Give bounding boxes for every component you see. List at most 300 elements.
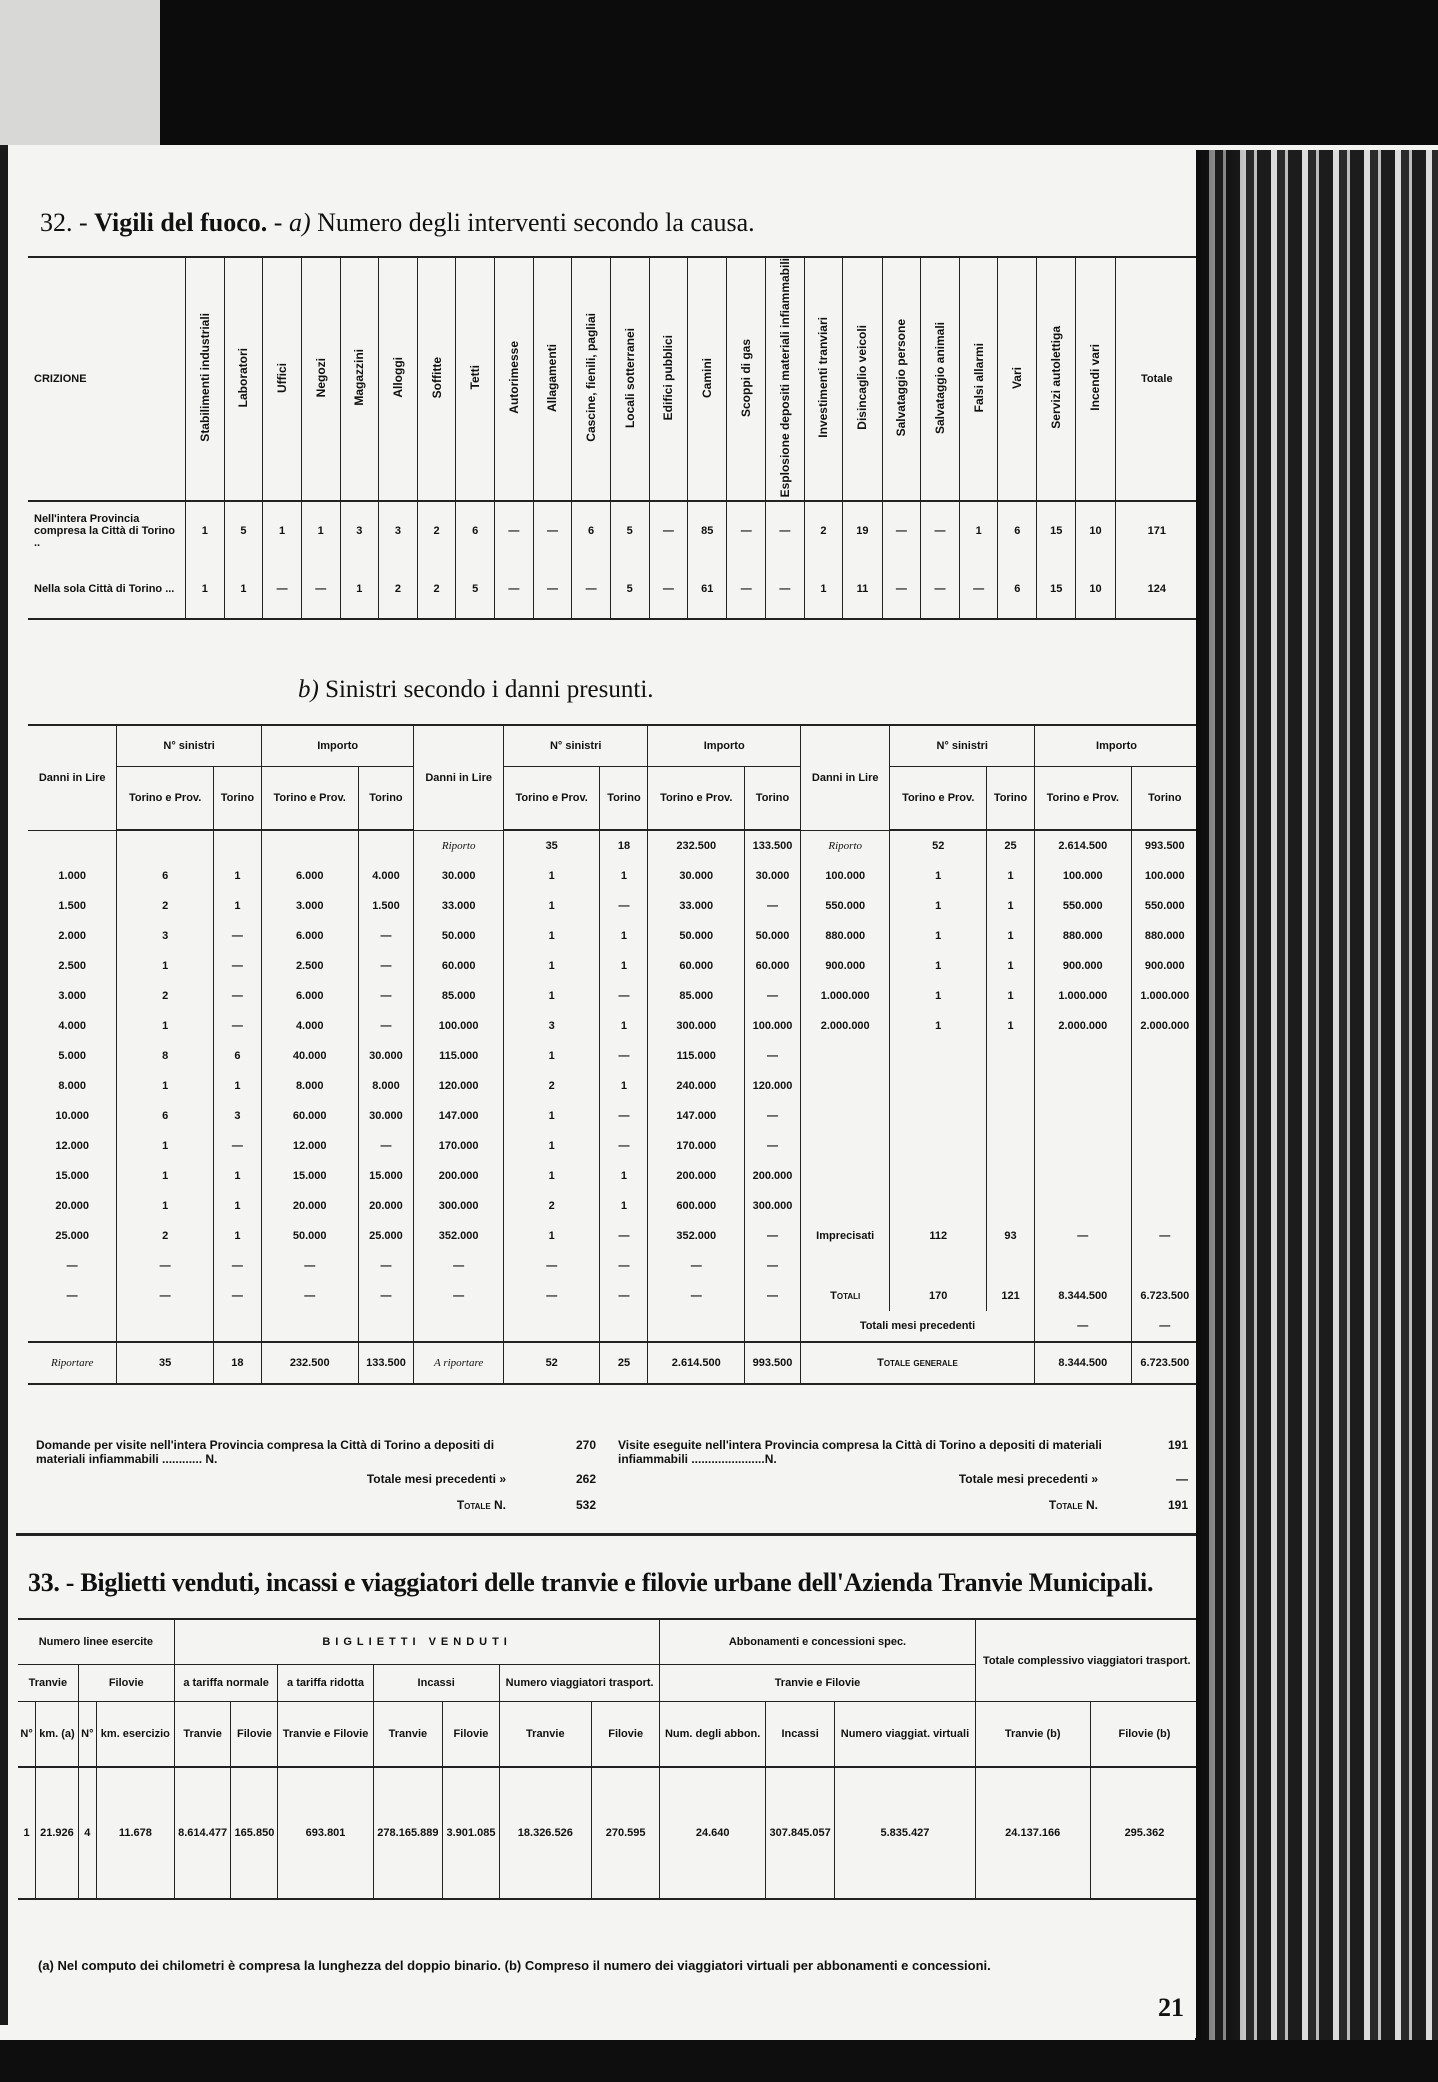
cell-value: 20.000 (358, 1191, 414, 1221)
cell-value: 4.000 (261, 1011, 358, 1041)
cell-value: 6 (117, 1101, 214, 1131)
table-row (28, 1311, 1196, 1342)
damage-amount (800, 1101, 889, 1131)
cell-value: 1 (987, 921, 1035, 951)
cell-value (1131, 1041, 1196, 1071)
table-row (28, 1251, 1196, 1281)
damage-amount: Totali (800, 1281, 889, 1311)
cell-value: — (745, 1041, 801, 1071)
header-cause (1076, 257, 1115, 501)
table-row (28, 951, 1196, 981)
cell-value: 1 (890, 951, 987, 981)
cell-value: 5 (224, 501, 263, 560)
cell-value: — (358, 1251, 414, 1281)
cell-value: 1 (987, 951, 1035, 981)
cell-value: 1 (117, 1011, 214, 1041)
col-pass-trolley: Filovie (591, 1702, 660, 1768)
cell-value (987, 1071, 1035, 1101)
damage-amount: 200.000 (414, 1161, 503, 1191)
cell-value: — (213, 981, 261, 1011)
col-header-lines: Numero linee esercite (18, 1619, 174, 1665)
damage-amount: 10.000 (55, 1110, 89, 1122)
cell-value (261, 1311, 358, 1342)
damages-table (28, 724, 1196, 1385)
cell-value: 993.500 (1131, 830, 1196, 861)
cell-value: — (745, 891, 801, 921)
cell-value: 11.678 (96, 1767, 174, 1899)
damage-amount: 880.000 (800, 921, 889, 951)
table-row (28, 1071, 1196, 1101)
title-separator: - (273, 208, 283, 237)
cell-value (890, 1131, 987, 1161)
cell-value: 10 (1076, 560, 1115, 619)
col-header-tram-and-trolley: Tranvie e Filovie (660, 1665, 975, 1702)
cell-value: 2 (417, 501, 456, 560)
cell-value (358, 1311, 414, 1342)
note-total-row (618, 1492, 1188, 1518)
cell-value: — (600, 1281, 648, 1311)
cell-value: — (766, 560, 805, 619)
cell-value (890, 1191, 987, 1221)
cell-value: — (648, 1281, 745, 1311)
cell-value: 2 (417, 560, 456, 619)
cell-value: — (533, 560, 572, 619)
cell-value: — (600, 891, 648, 921)
col-header-total-passengers: Totale complessivo viaggiatori trasport. (975, 1619, 1196, 1702)
col-pass-tram: Tranvie (499, 1702, 591, 1768)
cell-value: 120.000 (745, 1071, 801, 1101)
note-prev-label: Totale mesi precedenti » (958, 1472, 1098, 1486)
col-virtual-passengers: Numero viaggiat. virtuali (835, 1702, 975, 1768)
cell-value: 1 (959, 501, 998, 560)
riporto-label: Riporto (414, 830, 503, 861)
header-cause-label: Negozi (313, 358, 328, 398)
cell-value: 300.000 (648, 1011, 745, 1041)
cell-value (28, 830, 117, 861)
cell-value (117, 830, 214, 861)
damage-amount: 5.000 (58, 1050, 86, 1062)
cell-value: 8.000 (358, 1071, 414, 1101)
damage-amount: 30.000 (414, 861, 503, 891)
cell-value (1131, 1071, 1196, 1101)
cell-value: 8.614.477 (174, 1767, 231, 1899)
cell-value: 2.614.500 (648, 1342, 745, 1384)
header-claims: N° sinistri (117, 725, 262, 767)
cell-value: 1 (503, 951, 600, 981)
note-line (618, 1438, 1188, 1466)
cell-value: — (572, 560, 611, 619)
cell-value (1035, 1161, 1132, 1191)
cell-value: — (503, 1251, 600, 1281)
cell-value: — (213, 951, 261, 981)
cell-value: 1 (600, 1161, 648, 1191)
note-text: Domande per visite nell'intera Provincia compresa la Città di Torino a depositi di materiali infiammabili ............ N. (36, 1438, 495, 1466)
cell-value: 2.500 (261, 951, 358, 981)
col-n-trolley: N° (78, 1702, 96, 1768)
col-n-tram: N° (18, 1702, 36, 1768)
header-cause (727, 257, 766, 501)
header-cause-label: Esplosione depositi materiali infiammabili (777, 258, 792, 498)
cell-value: 1 (213, 1221, 261, 1251)
header-cause-label: Salvataggio animali (933, 321, 947, 434)
cell-value (117, 1311, 214, 1342)
cell-value: 30.000 (745, 861, 801, 891)
header-cause (649, 257, 688, 501)
cell-value: 100.000 (745, 1011, 801, 1041)
cell-value: 30.000 (648, 861, 745, 891)
header-cause (921, 257, 960, 501)
cell-value: — (1131, 1221, 1196, 1251)
header-torino-prov: Torino e Prov. (261, 767, 358, 831)
cell-value (745, 1311, 801, 1342)
inspection-visits-note (618, 1438, 1188, 1518)
cell-value: 232.500 (648, 830, 745, 861)
cell-value: 61 (688, 560, 727, 619)
cell-value: 5 (456, 560, 495, 619)
cell-value: 1 (600, 1071, 648, 1101)
table-row (28, 921, 1196, 951)
cell-value: — (649, 560, 688, 619)
cell-value: 2 (503, 1191, 600, 1221)
cell-value: — (882, 560, 921, 619)
cell-value: 352.000 (648, 1221, 745, 1251)
cell-value: — (745, 1131, 801, 1161)
cell-value: 2 (117, 891, 214, 921)
damage-amount: 100.000 (800, 861, 889, 891)
damage-amount: 15.000 (55, 1170, 89, 1182)
note-total-value: 532 (575, 1498, 596, 1512)
cell-value: — (261, 1251, 358, 1281)
col-receipts-trolley: Filovie (443, 1702, 500, 1768)
header-cause-label: Servizi autolettiga (1049, 326, 1064, 430)
header-cause-label: Vari (1010, 366, 1025, 389)
cell-value: 1 (600, 1191, 648, 1221)
cell-value: — (263, 560, 302, 619)
cell-value: — (600, 1131, 648, 1161)
header-cause (186, 257, 225, 501)
cell-value: 270.595 (591, 1767, 660, 1899)
damage-amount: 60.000 (414, 951, 503, 981)
damage-amount: 352.000 (414, 1221, 503, 1251)
damage-amount: 85.000 (414, 981, 503, 1011)
cell-value: 93 (987, 1221, 1035, 1251)
cell-value: — (261, 1281, 358, 1311)
table-row (28, 1161, 1196, 1191)
header-cause-label: Laboratori (236, 348, 251, 408)
damage-amount: — (66, 1290, 78, 1302)
note-total-label: Totale N. (456, 1498, 506, 1512)
cell-value: 1 (186, 560, 225, 619)
section-divider (16, 1533, 1196, 1536)
cell-value: 6.000 (261, 861, 358, 891)
inspection-requests-note (36, 1438, 596, 1518)
cell-value: 6.723.500 (1131, 1281, 1196, 1311)
header-cause-label: Incendi vari (1088, 344, 1103, 412)
header-cause (224, 257, 263, 501)
cell-value: 6.000 (261, 921, 358, 951)
cell-value (1035, 1041, 1132, 1071)
riporto-label: Riporto (800, 830, 889, 861)
table-row (28, 891, 1196, 921)
header-cause (610, 257, 649, 501)
cell-value (213, 830, 261, 861)
cell-value (987, 1161, 1035, 1191)
damage-amount (800, 1041, 889, 1071)
riportare-label: Riportare (28, 1342, 117, 1384)
cell-value: 50.000 (745, 921, 801, 951)
cell-value: — (600, 1251, 648, 1281)
cell-value (1035, 1101, 1132, 1131)
header-torino-prov: Torino e Prov. (503, 767, 600, 831)
cell-value: 6.000 (261, 981, 358, 1011)
header-cause-label: Investimenti tranviari (816, 317, 831, 439)
header-cause (340, 257, 379, 501)
cell-value: — (495, 501, 534, 560)
interventions-by-cause-table (28, 256, 1196, 620)
cell-value: 3 (117, 921, 214, 951)
header-cause-label: Disincaglio veicoli (855, 325, 870, 431)
cell-value: — (358, 921, 414, 951)
cell-value: 1 (600, 1011, 648, 1041)
cell-value: 1 (600, 951, 648, 981)
cell-value: 24.640 (660, 1767, 765, 1899)
cell-value: 20.000 (261, 1191, 358, 1221)
cell-value: 2.000.000 (1035, 1011, 1132, 1041)
cell-value: 18 (600, 830, 648, 861)
cell-value: — (1131, 1311, 1196, 1342)
cell-value: 2.614.500 (1035, 830, 1132, 861)
note-prev-row (618, 1466, 1188, 1492)
cell-value (1131, 1191, 1196, 1221)
damage-amount: 4.000 (58, 1020, 86, 1032)
cell-value: 4 (78, 1767, 96, 1899)
cell-value: 1 (117, 1071, 214, 1101)
cell-value (890, 1161, 987, 1191)
cell-value: 1 (503, 981, 600, 1011)
damage-amount (800, 1251, 889, 1281)
note-total-row (36, 1492, 596, 1518)
cell-value: 115.000 (648, 1041, 745, 1071)
cell-value: 30.000 (358, 1101, 414, 1131)
note-prev-value: 262 (575, 1472, 596, 1486)
cell-value: 307.845.057 (765, 1767, 835, 1899)
section-32-title (40, 208, 755, 238)
header-cause-label: Stabilimenti industriali (197, 313, 212, 443)
header-torino: Torino (358, 767, 414, 831)
header-amount: Importo (1035, 725, 1197, 767)
cell-value: 18 (213, 1342, 261, 1384)
cell-value: 1 (503, 861, 600, 891)
col-header-passengers: Numero viaggiatori trasport. (499, 1665, 660, 1702)
damage-amount: Imprecisati (800, 1221, 889, 1251)
damage-amount: 1.500 (58, 900, 86, 912)
cell-value: 1 (987, 891, 1035, 921)
cell-value: 1 (804, 560, 843, 619)
subsection-title: Sinistri secondo i danni presunti. (325, 676, 654, 703)
cell-value: 60.000 (648, 951, 745, 981)
cell-value: 24.137.166 (975, 1767, 1090, 1899)
damage-amount: 8.000 (58, 1080, 86, 1092)
header-cause (766, 257, 805, 501)
cell-value: 6 (213, 1041, 261, 1071)
table-row (28, 501, 1196, 560)
cell-value: 6 (998, 560, 1037, 619)
cell-value (213, 1311, 261, 1342)
cell-value: 15.000 (261, 1161, 358, 1191)
cell-value: 52 (890, 830, 987, 861)
cell-value: 1.500 (358, 891, 414, 921)
cell-value: 2 (503, 1071, 600, 1101)
cell-value: — (495, 560, 534, 619)
header-cause (456, 257, 495, 501)
cell-value: 693.801 (278, 1767, 373, 1899)
cell-value: 3 (213, 1101, 261, 1131)
cell-value: 8 (117, 1041, 214, 1071)
cell-value (1035, 1071, 1132, 1101)
section-heading: Vigili del fuoco. (94, 208, 268, 237)
damage-amount (800, 1071, 889, 1101)
header-cause (1037, 257, 1076, 501)
cell-value: 165.850 (231, 1767, 278, 1899)
cell-value: — (213, 1011, 261, 1041)
cell-value: 2 (117, 981, 214, 1011)
damage-amount: 550.000 (800, 891, 889, 921)
cell-value: — (745, 1221, 801, 1251)
page-gutter-shadow (1195, 150, 1255, 2082)
table-row (28, 1191, 1196, 1221)
cell-value: 1 (301, 501, 340, 560)
cell-value: 121 (987, 1281, 1035, 1311)
cell-value: 2.000.000 (1131, 1011, 1196, 1041)
cell-value: 1 (503, 1131, 600, 1161)
cell-value: 30.000 (358, 1041, 414, 1071)
header-cause-label: Camini (700, 357, 715, 398)
cell-value (1131, 1131, 1196, 1161)
header-torino: Torino (213, 767, 261, 831)
prev-months-label: Totali mesi precedenti (800, 1311, 1034, 1342)
header-claims: N° sinistri (503, 725, 648, 767)
cell-value: — (213, 1281, 261, 1311)
header-torino: Torino (987, 767, 1035, 831)
cell-value: — (745, 1101, 801, 1131)
col-header-normal-fare: a tariffa normale (174, 1665, 278, 1702)
cell-value: 1 (213, 1161, 261, 1191)
header-cause (998, 257, 1037, 501)
table-row (28, 830, 1196, 861)
cell-value (1035, 1191, 1132, 1221)
cell-value: 295.362 (1090, 1767, 1196, 1899)
cell-value: 40.000 (261, 1041, 358, 1071)
cell-value: 200.000 (648, 1161, 745, 1191)
header-amount: Importo (648, 725, 801, 767)
cell-value: — (503, 1281, 600, 1311)
cell-value: — (117, 1251, 214, 1281)
header-cause-label: Falsi allarmi (971, 343, 986, 413)
col-header-trolleybus: Filovie (78, 1665, 174, 1702)
cell-value: — (213, 921, 261, 951)
damage-amount: 1.000.000 (800, 981, 889, 1011)
cell-value: 6 (117, 861, 214, 891)
cell-value: 1 (503, 1221, 600, 1251)
cell-value: 1 (117, 1161, 214, 1191)
cell-value: 52 (503, 1342, 600, 1384)
cell-value: 1 (503, 1041, 600, 1071)
header-description: CRIZIONE (28, 257, 186, 501)
cell-value: 85 (688, 501, 727, 560)
col-total-tram: Tranvie (b) (975, 1702, 1090, 1768)
col-normal-tram: Tranvie (174, 1702, 231, 1768)
cell-value (987, 1131, 1035, 1161)
damage-amount: 120.000 (414, 1071, 503, 1101)
header-cause (495, 257, 534, 501)
header-cause-label: Soffitte (429, 357, 444, 399)
note-line (36, 1438, 596, 1466)
cell-value: — (358, 1011, 414, 1041)
cell-value: 8.344.500 (1035, 1281, 1132, 1311)
cell-value: 18.326.526 (499, 1767, 591, 1899)
header-cause (572, 257, 611, 501)
header-damages: Danni in Lire (414, 725, 503, 830)
cell-value: 1 (890, 861, 987, 891)
header-torino: Torino (745, 767, 801, 831)
header-cause (688, 257, 727, 501)
cell-value: 880.000 (1035, 921, 1132, 951)
cell-value (1131, 1161, 1196, 1191)
cell-value (503, 1311, 600, 1342)
cell-value: 1 (263, 501, 302, 560)
header-cause (263, 257, 302, 501)
cell-value: — (600, 1041, 648, 1071)
cell-value (987, 1191, 1035, 1221)
cell-value: — (959, 560, 998, 619)
header-cause-label: Magazzini (352, 349, 367, 407)
cell-value: 15 (1037, 560, 1076, 619)
document-page (8, 148, 1196, 2038)
tickets-table (18, 1618, 1196, 1900)
cell-value: 171 (1115, 501, 1196, 560)
col-header-subscriptions: Abbonamenti e concessioni spec. (660, 1619, 975, 1665)
note-prev-label: Totale mesi precedenti » (366, 1472, 506, 1486)
cell-value: 11 (843, 560, 882, 619)
header-torino-prov: Torino e Prov. (1035, 767, 1132, 831)
cell-value: — (921, 501, 960, 560)
cell-value: 1.000.000 (1035, 981, 1132, 1011)
cell-value: 5 (610, 501, 649, 560)
col-header-reduced-fare: a tariffa ridotta (278, 1665, 373, 1702)
table-row (28, 1041, 1196, 1071)
note-prev-value: — (1176, 1472, 1188, 1486)
scan-left-border (0, 145, 8, 2025)
header-cause (301, 257, 340, 501)
header-cause-label: Alloggi (390, 357, 405, 399)
col-num-subscriptions: Num. degli abbon. (660, 1702, 765, 1768)
cell-value: 1 (503, 921, 600, 951)
cell-value: — (533, 501, 572, 560)
table-row (28, 1011, 1196, 1041)
cell-value: — (358, 951, 414, 981)
scan-top-corner (0, 0, 160, 145)
cell-value: 25 (600, 1342, 648, 1384)
cell-value: 3 (379, 501, 418, 560)
header-cause-label: Salvataggio persone (894, 319, 909, 437)
cell-value: 3 (503, 1011, 600, 1041)
table-row (28, 1131, 1196, 1161)
header-cause-label: Edifici pubblici (661, 335, 676, 421)
cell-value: — (600, 1221, 648, 1251)
damage-amount: 2.000.000 (800, 1011, 889, 1041)
cell-value: — (600, 981, 648, 1011)
grand-total-label: Totale generale (800, 1342, 1034, 1384)
